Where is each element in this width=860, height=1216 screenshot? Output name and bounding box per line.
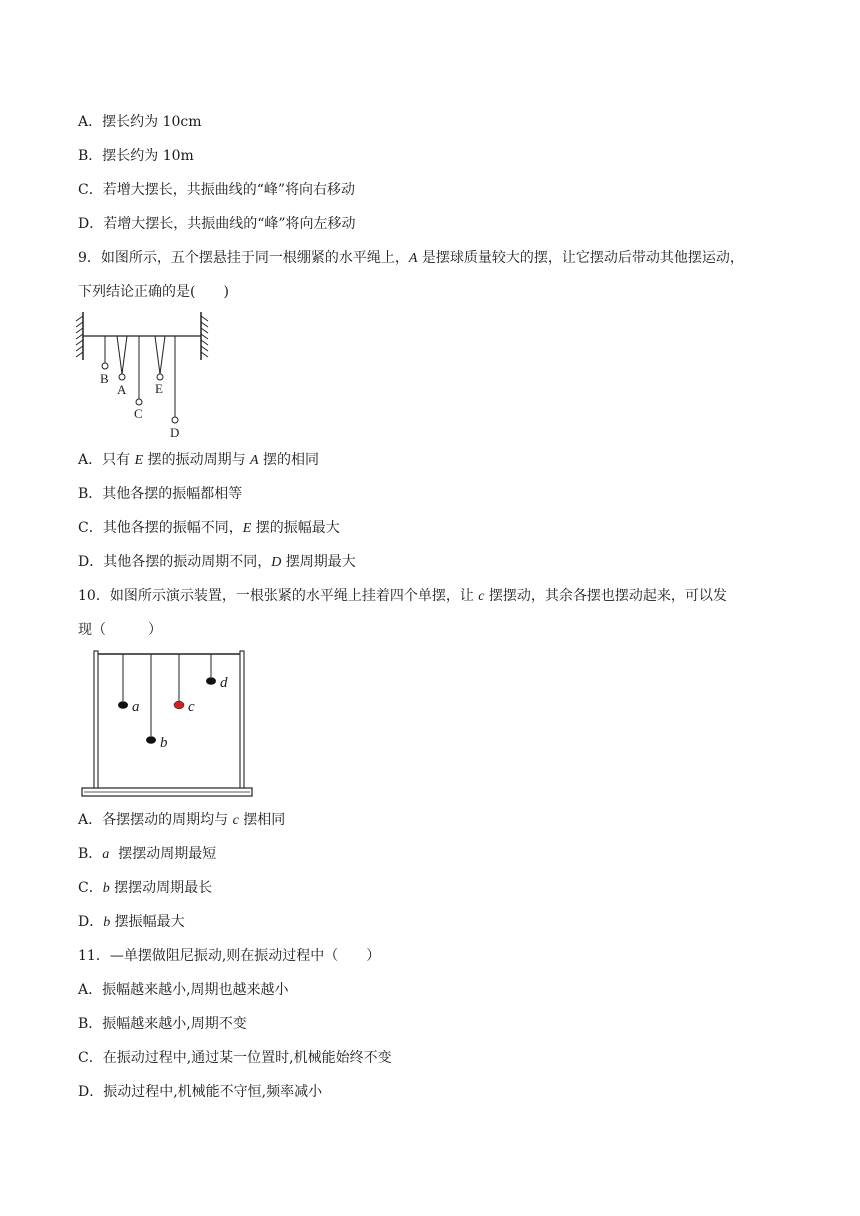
- figure-label-a: a: [132, 699, 140, 715]
- q8-option-a: A．摆长约为 10cm: [78, 114, 202, 130]
- q9-option-a: A．只有 E 摆的振动周期与 A 摆的相同: [78, 452, 320, 468]
- q10-option-b: B．a 摆摆动周期最短: [78, 846, 217, 862]
- q11-option-b: B．振幅越来越小,周期不变: [78, 1016, 247, 1032]
- q8-option-c: C．若增大摆长，共振曲线的“峰”将向右移动: [78, 182, 356, 198]
- q9-stem: [78, 248, 744, 269]
- q9-stem-part: 9．如图所示，五个摆悬挂于同一根绷紧的水平绳上，: [78, 250, 409, 266]
- figure-label-e: E: [155, 381, 163, 396]
- q11-option-c: C．在振动过程中,通过某一位置时,机械能始终不变: [78, 1050, 392, 1066]
- q8-option-d: D．若增大摆长，共振曲线的“峰”将向左移动: [78, 216, 356, 232]
- q11-option-d: D．振动过程中,机械能不守恒,频率减小: [78, 1084, 323, 1100]
- q9-stem-part: 是摆球质量较大的摆，让它摆动后带动其他摆运动，: [417, 250, 744, 266]
- q10-stem-line2: 现（ ）: [78, 622, 162, 638]
- q11-option-a: A．振幅越来越小,周期也越来越小: [78, 982, 289, 998]
- figure-label-d: D: [170, 425, 180, 440]
- figure-label-c: C: [134, 406, 143, 421]
- q10-pendulum-apparatus: [82, 648, 252, 800]
- q9-stem-line2: 下列结论正确的是( ): [78, 284, 229, 300]
- q11-stem: 11．—单摆做阻尼振动,则在振动过程中（ ）: [78, 948, 381, 964]
- q9-option-d: D．其他各摆的振动周期不同，D 摆周期最大: [78, 554, 356, 570]
- q10-option-a: A．各摆摆动的周期均与 c 摆相同: [78, 812, 286, 828]
- q10-stem: 10．如图所示演示装置，一根张紧的水平绳上挂着四个单摆，让 c 摆摆动，其余各摆也摆动起来，可以发: [78, 588, 727, 604]
- q9-option-b: B．其他各摆的振幅都相等: [78, 486, 243, 502]
- q9-option-c: C．其他各摆的振幅不同，E 摆的振幅最大: [78, 520, 340, 536]
- q9-stem-var: A: [408, 251, 418, 266]
- figure-label-b: b: [160, 735, 168, 751]
- figure-label-c: c: [188, 699, 195, 715]
- q9-pendulum-figure: [70, 308, 220, 440]
- figure-label-b: B: [100, 371, 109, 386]
- figure-label-d: d: [220, 675, 228, 691]
- q10-option-d: D．b 摆振幅最大: [78, 914, 185, 930]
- q10-option-c: C．b 摆摆动周期最长: [78, 880, 213, 896]
- figure-label-a: A: [117, 382, 127, 397]
- q8-option-b: B．摆长约为 10m: [78, 148, 194, 164]
